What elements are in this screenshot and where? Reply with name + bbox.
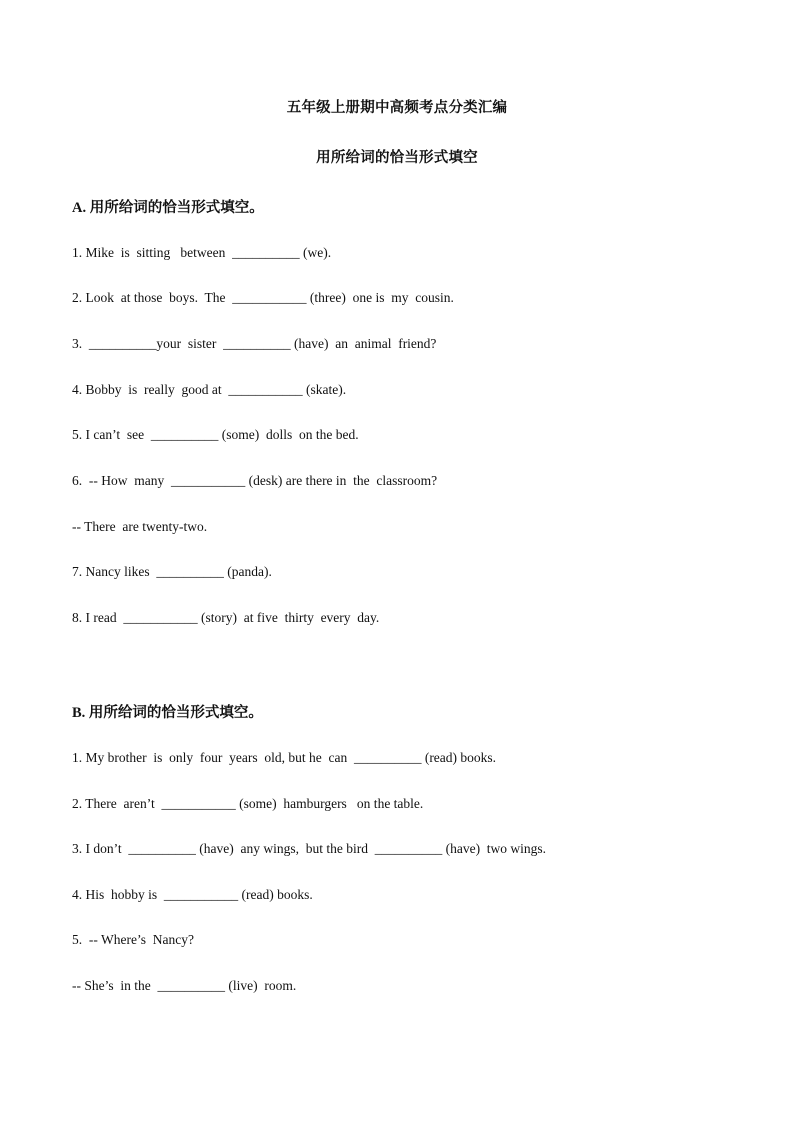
exercise-line: 5. -- Where’s Nancy? [72,932,194,947]
exercise-line: 4. His hobby is ___________ (read) books. [72,887,313,902]
exercise-line: 1. My brother is only four years old, but he can __________ (read) books. [72,750,497,765]
exercise-line: 5. I can’t see __________ (some) dolls on the bed. [72,427,359,442]
exercise-line: 3. __________your sister __________ (have) an animal friend? [72,336,437,351]
exercise-line: 3. I don’t __________ (have) any wings, but the bird __________ (have) two wings. [72,841,547,856]
exercise-line: 6. -- How many ___________ (desk) are there in the classroom? [72,473,438,488]
exercise-line: 2. There aren’t ___________ (some) hamburgers on the table. [72,796,424,811]
exercise-line: 4. Bobby is really good at ___________ (skate). [72,382,347,397]
section-a-heading: A. 用所给词的恰当形式填空。 [72,200,264,216]
document-subtitle: 用所给词的恰当形式填空 [316,150,478,166]
exercise-line: 8. I read ___________ (story) at five thirty every day. [72,610,380,625]
document-title: 五年级上册期中高频考点分类汇编 [286,100,508,116]
exercise-line: 7. Nancy likes __________ (panda). [72,564,272,579]
exercise-line: -- There are twenty-two. [72,519,208,534]
section-b-heading: B. 用所给词的恰当形式填空。 [72,705,263,721]
exercise-line: 2. Look at those boys. The ___________ (three) one is my cousin. [72,290,454,305]
exercise-line: 1. Mike is sitting between __________ (we). [72,245,332,260]
exercise-line: -- She’s in the __________ (live) room. [72,978,297,993]
